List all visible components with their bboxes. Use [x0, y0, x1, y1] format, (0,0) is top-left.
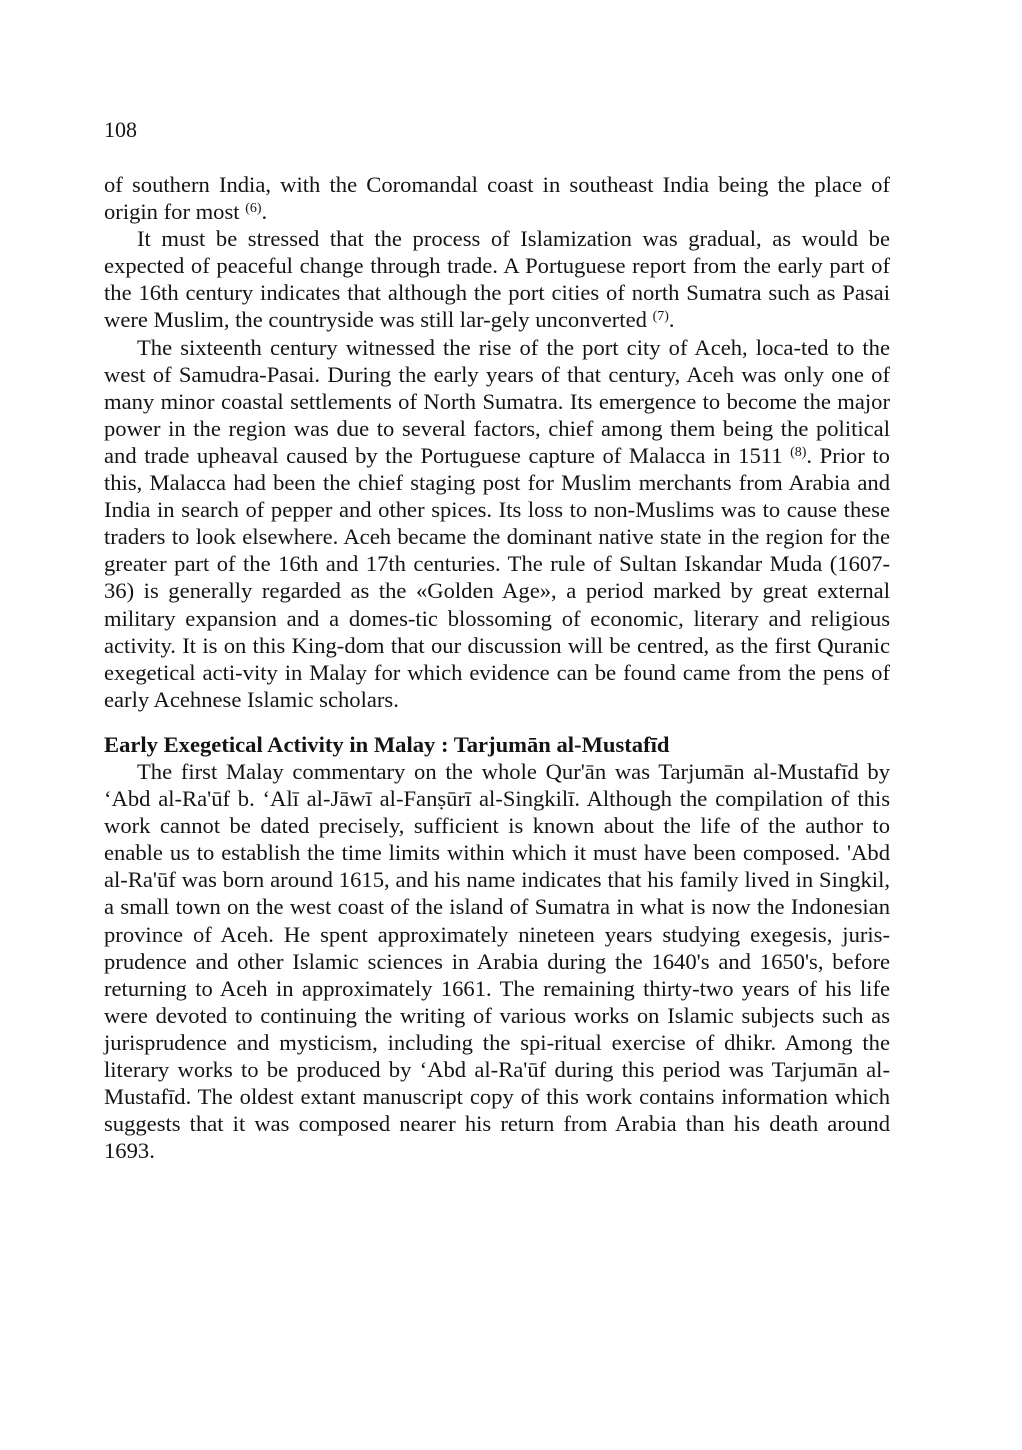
paragraph-1-tail: . [261, 199, 268, 225]
paragraph-3 [104, 334, 890, 713]
paragraph-1 [104, 171, 890, 225]
section-heading: Early Exegetical Activity in Malay : Tarjumān al-Mustafīd [104, 731, 670, 757]
paragraph-1-text: of southern India, with the Coromandal coast in southeast India being the place of origin for most [104, 172, 890, 225]
footnote-ref-8: (8) [790, 444, 807, 460]
paragraph-4: The first Malay commentary on the whole Qur'ān was Tarjumān al-Mustafīd by ‘Abd al-Ra'ūf b. ‘Alī al-Jāwī al-Fanṣūrī al-Singkilī. Although the compilation of this work cannot be dated precisely, sufficient is known about the life of the author to enable us to establish the time limits within which it must have been composed. 'Abd al-Ra'ūf was born around 1615, and his name indicates that his family lived in Singkil, a small town on the west coast of the island of Sumatra in what is now the Indonesian province of Aceh. He spent approximately nineteen years studying exegesis, juris-prudence and other Islamic sciences in Arabia during the 1640's and 1650's, before returning to Aceh in approximately 1661. The remaining thirty-two years of his life were devoted to continuing the writing of various works on Islamic subjects such as jurisprudence and mysticism, including the spi-ritual exercise of dhikr. Among the literary works to be produced by ‘Abd al-Ra'ūf during this period was Tarjumān al-Mustafīd. The oldest extant manuscript copy of this work contains information which suggests that it was composed nearer his return from Arabia than his death around 1693. [104, 758, 890, 1164]
footnote-ref-7: (7) [652, 309, 669, 325]
paragraph-2 [104, 225, 890, 333]
paragraph-3-text-before: The sixteenth century witnessed the rise of the port city of Aceh, loca-ted to the west of Samudra-Pasai. During the early years of that century, Aceh was only one of many minor coastal settlements of North Sumatra. Its emergence to become the major power in the region was due to several factors, chief among them being the political and trade upheaval caused by the Portuguese capture of Malacca in 1511 [104, 334, 890, 468]
page-number: 108 [104, 117, 137, 142]
footnote-ref-6: (6) [245, 201, 262, 217]
body-text [104, 171, 890, 1164]
paragraph-3-text-after: . Prior to this, Malacca had been the chief staging post for Muslim merchants from Arabia and India in search of pepper and other spices. Its loss to non-Muslims was to cause these traders to look elsewhere. Aceh became the dominant native state in the region for the greater part of the 16th and 17th centuries. The rule of Sultan Iskandar Muda (1607-36) is generally regarded as the «Golden Age», a period marked by great external military expansion and a domes-tic blossoming of economic, literary and religious activity. It is on this King-dom that our discussion will be centred, as the first Quranic exegetical acti-vity in Malay for which evidence can be found came from the pens of early Acehnese Islamic scholars. [104, 442, 890, 712]
paragraph-2-text: It must be stressed that the process of Islamization was gradual, as would be expected of peaceful change through trade. A Portuguese report from the early part of the 16th century indicates that although the port cities of north Sumatra such as Pasai were Muslim, the countryside was still lar-gely unconverted [104, 226, 890, 333]
paragraph-2-tail: . [668, 307, 675, 333]
